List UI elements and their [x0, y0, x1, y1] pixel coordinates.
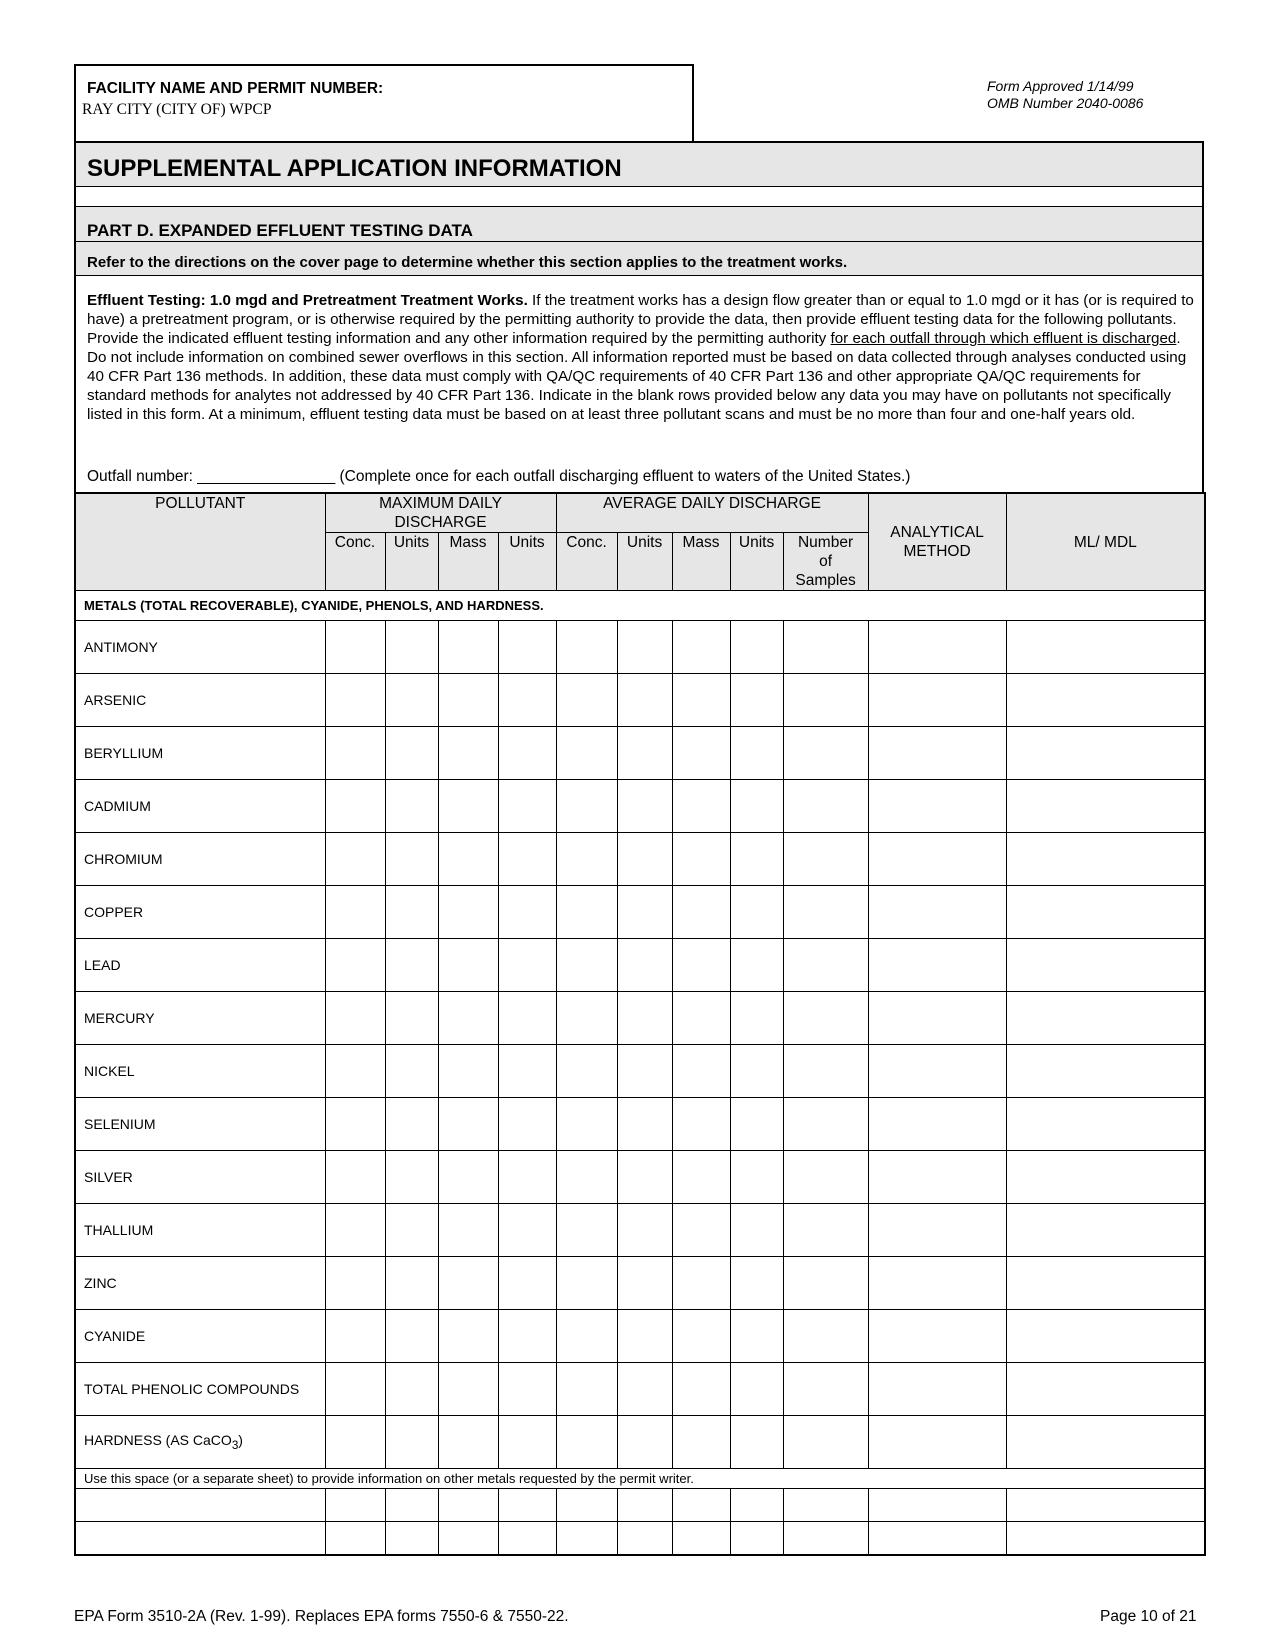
subcol-1: Units — [385, 533, 438, 591]
entry-cell[interactable] — [617, 1489, 672, 1522]
entry-cell[interactable] — [617, 992, 672, 1045]
entry-cell[interactable] — [783, 939, 868, 992]
instructions-text-2: . Do not include information on combined sewer overflows in this section. All information reported must be based on data collected through analyses conducted using 40 CFR Part 136 methods. In addition, these data must comply with QA/QC requirements of 40 CFR Part 136 and other appropriate QA/QC requirements for standard methods for analytes not addressed by 40 CFR Part 136. Indicate in the blank rows provided below any data you may have on pollutants not specifically listed in this form. At a minimum, effluent testing data must be based on at least three pollutant scans and must be no more than four and one-half years old. — [87, 330, 1187, 423]
entry-cell[interactable] — [325, 727, 385, 780]
subcol-2: Mass — [438, 533, 498, 591]
pollutant-name: CHROMIUM — [75, 833, 325, 886]
entry-cell[interactable] — [868, 1416, 1006, 1469]
page-title: SUPPLEMENTAL APPLICATION INFORMATION — [87, 155, 622, 182]
entry-cell[interactable] — [783, 833, 868, 886]
header-block — [74, 141, 1204, 493]
spacer-band — [76, 187, 1202, 207]
entry-cell[interactable] — [730, 886, 783, 939]
entry-cell[interactable] — [438, 727, 498, 780]
entry-cell[interactable] — [730, 1151, 783, 1204]
entry-cell[interactable] — [672, 1416, 730, 1469]
omb-number: OMB Number 2040-0086 — [987, 95, 1144, 111]
entry-cell[interactable] — [783, 1257, 868, 1310]
entry-cell[interactable] — [498, 727, 556, 780]
entry-cell[interactable] — [672, 1151, 730, 1204]
entry-cell[interactable] — [783, 1310, 868, 1363]
entry-cell[interactable] — [556, 674, 617, 727]
entry-cell[interactable] — [617, 1151, 672, 1204]
entry-cell[interactable] — [556, 992, 617, 1045]
entry-cell[interactable] — [1006, 674, 1205, 727]
entry-cell[interactable] — [672, 1363, 730, 1416]
entry-cell[interactable] — [438, 1310, 498, 1363]
col-ml-mdl — [1006, 493, 1205, 591]
entry-cell[interactable] — [783, 1489, 868, 1522]
entry-cell[interactable] — [868, 674, 1006, 727]
instructions-text-1: If the treatment works has a design flow greater than or equal to 1.0 mgd or it has (or is required to have) a pretreatment program, or is otherwise required by the permitting authority to provide the data, then provide effluent testing data for the following pollutants. Provide the indicated effluent testing information and any other information required by the permitting authority — [87, 292, 1194, 347]
entry-cell[interactable] — [672, 1522, 730, 1555]
part-heading: PART D. EXPANDED EFFLUENT TESTING DATA — [87, 221, 473, 240]
entry-cell[interactable] — [868, 1045, 1006, 1098]
entry-cell[interactable] — [325, 992, 385, 1045]
refer-band — [76, 242, 1202, 276]
entry-cell[interactable] — [672, 621, 730, 674]
entry-cell[interactable] — [672, 939, 730, 992]
entry-cell[interactable] — [498, 939, 556, 992]
entry-cell[interactable] — [1006, 939, 1205, 992]
entry-cell[interactable] — [75, 1489, 325, 1522]
entry-cell[interactable] — [672, 780, 730, 833]
hardness-close: ) — [238, 1432, 243, 1449]
part-band — [76, 207, 1202, 242]
entry-cell[interactable] — [868, 1204, 1006, 1257]
title-band — [76, 143, 1202, 187]
entry-cell[interactable] — [498, 1489, 556, 1522]
entry-cell[interactable] — [556, 886, 617, 939]
entry-cell[interactable] — [385, 674, 438, 727]
entry-cell[interactable] — [1006, 1363, 1205, 1416]
entry-cell[interactable] — [617, 1098, 672, 1151]
entry-cell[interactable] — [617, 727, 672, 780]
entry-cell[interactable] — [617, 1416, 672, 1469]
col-max-daily: MAXIMUM DAILY DISCHARGE — [325, 493, 556, 533]
table-row — [75, 780, 1205, 833]
entry-cell[interactable] — [868, 833, 1006, 886]
entry-cell[interactable] — [672, 886, 730, 939]
entry-cell[interactable] — [672, 1098, 730, 1151]
entry-cell[interactable] — [868, 1363, 1006, 1416]
entry-cell[interactable] — [385, 727, 438, 780]
entry-cell[interactable] — [1006, 833, 1205, 886]
entry-cell[interactable] — [783, 674, 868, 727]
entry-cell[interactable] — [556, 1416, 617, 1469]
entry-cell[interactable] — [385, 780, 438, 833]
facility-box — [74, 64, 694, 142]
entry-cell[interactable] — [385, 1363, 438, 1416]
form-approval — [987, 78, 1143, 112]
table-row — [75, 939, 1205, 992]
entry-cell[interactable] — [1006, 1489, 1205, 1522]
entry-cell[interactable] — [1006, 1310, 1205, 1363]
entry-cell[interactable] — [556, 780, 617, 833]
entry-cell[interactable] — [556, 1098, 617, 1151]
subcol-5: Units — [617, 533, 672, 591]
entry-cell[interactable] — [498, 1045, 556, 1098]
entry-cell[interactable] — [617, 833, 672, 886]
entry-cell[interactable] — [325, 886, 385, 939]
entry-cell[interactable] — [556, 1310, 617, 1363]
entry-cell[interactable] — [617, 886, 672, 939]
pollutant-name: SILVER — [75, 1151, 325, 1204]
subcol-3: Units — [498, 533, 556, 591]
other-metals-note: Use this space (or a separate sheet) to provide information on other metals requested by the permit writer. — [75, 1469, 1205, 1489]
table-row — [75, 674, 1205, 727]
entry-cell[interactable] — [556, 1522, 617, 1555]
entry-cell[interactable] — [783, 1045, 868, 1098]
entry-cell[interactable] — [385, 1257, 438, 1310]
refer-note: Refer to the directions on the cover page to determine whether this section applies to the treatment works. — [87, 254, 848, 271]
entry-cell[interactable] — [325, 1522, 385, 1555]
entry-cell[interactable] — [1006, 1522, 1205, 1555]
entry-cell[interactable] — [617, 1045, 672, 1098]
entry-cell[interactable] — [617, 674, 672, 727]
table-row — [75, 1204, 1205, 1257]
analytical-method-label: ANALYTICAL METHOD — [890, 524, 984, 560]
entry-cell[interactable] — [617, 939, 672, 992]
entry-cell[interactable] — [385, 621, 438, 674]
entry-cell[interactable] — [617, 1310, 672, 1363]
entry-cell[interactable] — [672, 833, 730, 886]
entry-cell[interactable] — [498, 886, 556, 939]
table-row — [75, 1416, 1205, 1469]
entry-cell[interactable] — [385, 1098, 438, 1151]
entry-cell[interactable] — [730, 833, 783, 886]
entry-cell[interactable] — [1006, 780, 1205, 833]
entry-cell[interactable] — [868, 1522, 1006, 1555]
instructions-lead: Effluent Testing: 1.0 mgd and Pretreatment Treatment Works. — [87, 292, 528, 309]
outfall-number-field[interactable]: Outfall number: ________________ (Complete once for each outfall discharging effluent to waters of the United States.) — [87, 468, 911, 485]
entry-cell[interactable] — [438, 939, 498, 992]
entry-cell[interactable] — [672, 1257, 730, 1310]
table-row — [75, 992, 1205, 1045]
pollutant-name: BERYLLIUM — [75, 727, 325, 780]
pollutant-name-hardness — [75, 1416, 325, 1469]
entry-cell[interactable] — [385, 1151, 438, 1204]
entry-cell[interactable] — [498, 1363, 556, 1416]
subcol-6: Mass — [672, 533, 730, 591]
pollutant-name: ZINC — [75, 1257, 325, 1310]
entry-cell[interactable] — [1006, 992, 1205, 1045]
note-row — [75, 1469, 1205, 1489]
entry-cell[interactable] — [498, 1522, 556, 1555]
entry-cell[interactable] — [617, 621, 672, 674]
pollutant-name: ARSENIC — [75, 674, 325, 727]
entry-cell[interactable] — [385, 886, 438, 939]
entry-cell[interactable] — [672, 1204, 730, 1257]
entry-cell[interactable] — [498, 833, 556, 886]
entry-cell[interactable] — [730, 780, 783, 833]
entry-cell[interactable] — [556, 1151, 617, 1204]
entry-cell[interactable] — [672, 1045, 730, 1098]
facility-label: FACILITY NAME AND PERMIT NUMBER: — [87, 80, 384, 97]
entry-cell[interactable] — [783, 1098, 868, 1151]
pollutant-name: SELENIUM — [75, 1098, 325, 1151]
subcol-8: Number of Samples — [783, 533, 868, 591]
entry-cell[interactable] — [730, 621, 783, 674]
pollutant-name: ANTIMONY — [75, 621, 325, 674]
table-row — [75, 886, 1205, 939]
table-row — [75, 1257, 1205, 1310]
entry-cell[interactable] — [438, 1204, 498, 1257]
pollutant-name: NICKEL — [75, 1045, 325, 1098]
entry-cell[interactable] — [438, 1045, 498, 1098]
entry-cell[interactable] — [498, 1098, 556, 1151]
subcol-4: Conc. — [556, 533, 617, 591]
entry-cell[interactable] — [868, 1098, 1006, 1151]
entry-cell[interactable] — [385, 1310, 438, 1363]
metals-section-heading: METALS (TOTAL RECOVERABLE), CYANIDE, PHENOLS, AND HARDNESS. — [75, 591, 1205, 621]
entry-cell[interactable] — [783, 1416, 868, 1469]
entry-cell[interactable] — [556, 621, 617, 674]
subcol-0: Conc. — [325, 533, 385, 591]
table-row — [75, 1151, 1205, 1204]
entry-cell[interactable] — [385, 992, 438, 1045]
blank-row — [75, 1489, 1205, 1522]
table-row — [75, 621, 1205, 674]
table-row — [75, 1098, 1205, 1151]
entry-cell[interactable] — [556, 1489, 617, 1522]
pollutant-name: CADMIUM — [75, 780, 325, 833]
entry-cell[interactable] — [868, 1310, 1006, 1363]
effluent-table — [74, 492, 1206, 1556]
entry-cell[interactable] — [438, 1098, 498, 1151]
entry-cell[interactable] — [385, 1522, 438, 1555]
entry-cell[interactable] — [325, 1257, 385, 1310]
entry-cell[interactable] — [438, 621, 498, 674]
entry-cell[interactable] — [498, 780, 556, 833]
entry-cell[interactable] — [438, 1416, 498, 1469]
entry-cell[interactable] — [438, 1489, 498, 1522]
entry-cell[interactable] — [783, 727, 868, 780]
entry-cell[interactable] — [868, 1257, 1006, 1310]
entry-cell[interactable] — [730, 939, 783, 992]
entry-cell[interactable] — [325, 939, 385, 992]
entry-cell[interactable] — [868, 1151, 1006, 1204]
entry-cell[interactable] — [783, 780, 868, 833]
table-row — [75, 727, 1205, 780]
entry-cell[interactable] — [556, 939, 617, 992]
entry-cell[interactable] — [498, 1310, 556, 1363]
entry-cell[interactable] — [438, 886, 498, 939]
entry-cell[interactable] — [672, 1310, 730, 1363]
entry-cell[interactable] — [438, 1151, 498, 1204]
instructions-underlined: for each outfall through which effluent is discharged — [830, 330, 1177, 347]
entry-cell[interactable] — [730, 1204, 783, 1257]
entry-cell[interactable] — [75, 1522, 325, 1555]
page-number: Page 10 of 21 — [1100, 1608, 1197, 1625]
table-row — [75, 1363, 1205, 1416]
entry-cell[interactable] — [556, 1045, 617, 1098]
facility-value: RAY CITY (CITY OF) WPCP — [82, 101, 272, 118]
instructions — [87, 291, 1195, 424]
entry-cell[interactable] — [385, 833, 438, 886]
table-row — [75, 1045, 1205, 1098]
entry-cell[interactable] — [672, 674, 730, 727]
entry-cell[interactable] — [868, 1489, 1006, 1522]
subcol-7: Units — [730, 533, 783, 591]
approval-date: Form Approved 1/14/99 — [987, 78, 1134, 94]
entry-cell[interactable] — [556, 1363, 617, 1416]
entry-cell[interactable] — [1006, 1045, 1205, 1098]
form-footer: EPA Form 3510-2A (Rev. 1-99). Replaces EPA forms 7550-6 & 7550-22. — [74, 1608, 569, 1625]
entry-cell[interactable] — [730, 1045, 783, 1098]
entry-cell[interactable] — [498, 992, 556, 1045]
entry-cell[interactable] — [1006, 1204, 1205, 1257]
entry-cell[interactable] — [438, 1363, 498, 1416]
entry-cell[interactable] — [868, 992, 1006, 1045]
entry-cell[interactable] — [1006, 1098, 1205, 1151]
entry-cell[interactable] — [1006, 727, 1205, 780]
entry-cell[interactable] — [617, 780, 672, 833]
entry-cell[interactable] — [868, 939, 1006, 992]
entry-cell[interactable] — [1006, 621, 1205, 674]
entry-cell[interactable] — [325, 1416, 385, 1469]
col-pollutant: POLLUTANT — [75, 493, 325, 591]
entry-cell[interactable] — [385, 939, 438, 992]
entry-cell[interactable] — [730, 727, 783, 780]
pollutant-name: TOTAL PHENOLIC COMPOUNDS — [75, 1363, 325, 1416]
entry-cell[interactable] — [868, 727, 1006, 780]
entry-cell[interactable] — [783, 886, 868, 939]
entry-cell[interactable] — [438, 992, 498, 1045]
entry-cell[interactable] — [325, 780, 385, 833]
entry-cell[interactable] — [783, 1151, 868, 1204]
entry-cell[interactable] — [868, 621, 1006, 674]
entry-cell[interactable] — [783, 1363, 868, 1416]
entry-cell[interactable] — [498, 1416, 556, 1469]
blank-row — [75, 1522, 1205, 1555]
entry-cell[interactable] — [498, 1151, 556, 1204]
entry-cell[interactable] — [498, 621, 556, 674]
entry-cell[interactable] — [385, 1489, 438, 1522]
entry-cell[interactable] — [1006, 1416, 1205, 1469]
entry-cell[interactable] — [498, 674, 556, 727]
entry-cell[interactable] — [556, 1257, 617, 1310]
entry-cell[interactable] — [325, 833, 385, 886]
entry-cell[interactable] — [617, 1522, 672, 1555]
col-avg-daily: AVERAGE DAILY DISCHARGE — [556, 493, 868, 533]
entry-cell[interactable] — [498, 1204, 556, 1257]
pollutant-name: LEAD — [75, 939, 325, 992]
entry-cell[interactable] — [325, 1204, 385, 1257]
entry-cell[interactable] — [617, 1204, 672, 1257]
hardness-subscript: 3 — [231, 1438, 239, 1452]
table-row — [75, 1310, 1205, 1363]
entry-cell[interactable] — [438, 780, 498, 833]
entry-cell[interactable] — [868, 780, 1006, 833]
entry-cell[interactable] — [1006, 886, 1205, 939]
entry-cell[interactable] — [730, 992, 783, 1045]
entry-cell[interactable] — [385, 1416, 438, 1469]
entry-cell[interactable] — [672, 1489, 730, 1522]
entry-cell[interactable] — [325, 1098, 385, 1151]
pollutant-name: THALLIUM — [75, 1204, 325, 1257]
entry-cell[interactable] — [325, 1363, 385, 1416]
entry-cell[interactable] — [438, 1257, 498, 1310]
entry-cell[interactable] — [730, 1310, 783, 1363]
hardness-label: HARDNESS (AS CaCO — [84, 1432, 232, 1449]
entry-cell[interactable] — [868, 886, 1006, 939]
entry-cell[interactable] — [1006, 1257, 1205, 1310]
entry-cell[interactable] — [730, 1522, 783, 1555]
entry-cell[interactable] — [617, 1363, 672, 1416]
entry-cell[interactable] — [556, 1204, 617, 1257]
entry-cell[interactable] — [385, 1204, 438, 1257]
entry-cell[interactable] — [783, 1522, 868, 1555]
entry-cell[interactable] — [325, 621, 385, 674]
entry-cell[interactable] — [783, 1204, 868, 1257]
col-analytical-method — [868, 493, 1006, 591]
entry-cell[interactable] — [617, 1257, 672, 1310]
ml-mdl-label: ML/ MDL — [1073, 533, 1137, 551]
entry-cell[interactable] — [730, 674, 783, 727]
entry-cell[interactable] — [325, 674, 385, 727]
entry-cell[interactable] — [783, 621, 868, 674]
entry-cell[interactable] — [730, 1098, 783, 1151]
entry-cell[interactable] — [730, 1363, 783, 1416]
entry-cell[interactable] — [783, 992, 868, 1045]
pollutant-name: MERCURY — [75, 992, 325, 1045]
entry-cell[interactable] — [730, 1416, 783, 1469]
entry-cell[interactable] — [672, 992, 730, 1045]
entry-cell[interactable] — [325, 1310, 385, 1363]
entry-cell[interactable] — [438, 674, 498, 727]
entry-cell[interactable] — [556, 833, 617, 886]
entry-cell[interactable] — [672, 727, 730, 780]
entry-cell[interactable] — [730, 1257, 783, 1310]
entry-cell[interactable] — [438, 1522, 498, 1555]
entry-cell[interactable] — [1006, 1151, 1205, 1204]
entry-cell[interactable] — [730, 1489, 783, 1522]
entry-cell[interactable] — [498, 1257, 556, 1310]
entry-cell[interactable] — [325, 1151, 385, 1204]
entry-cell[interactable] — [556, 727, 617, 780]
entry-cell[interactable] — [325, 1489, 385, 1522]
entry-cell[interactable] — [325, 1045, 385, 1098]
pollutant-name: COPPER — [75, 886, 325, 939]
pollutant-name: CYANIDE — [75, 1310, 325, 1363]
entry-cell[interactable] — [438, 833, 498, 886]
entry-cell[interactable] — [385, 1045, 438, 1098]
table-row — [75, 833, 1205, 886]
